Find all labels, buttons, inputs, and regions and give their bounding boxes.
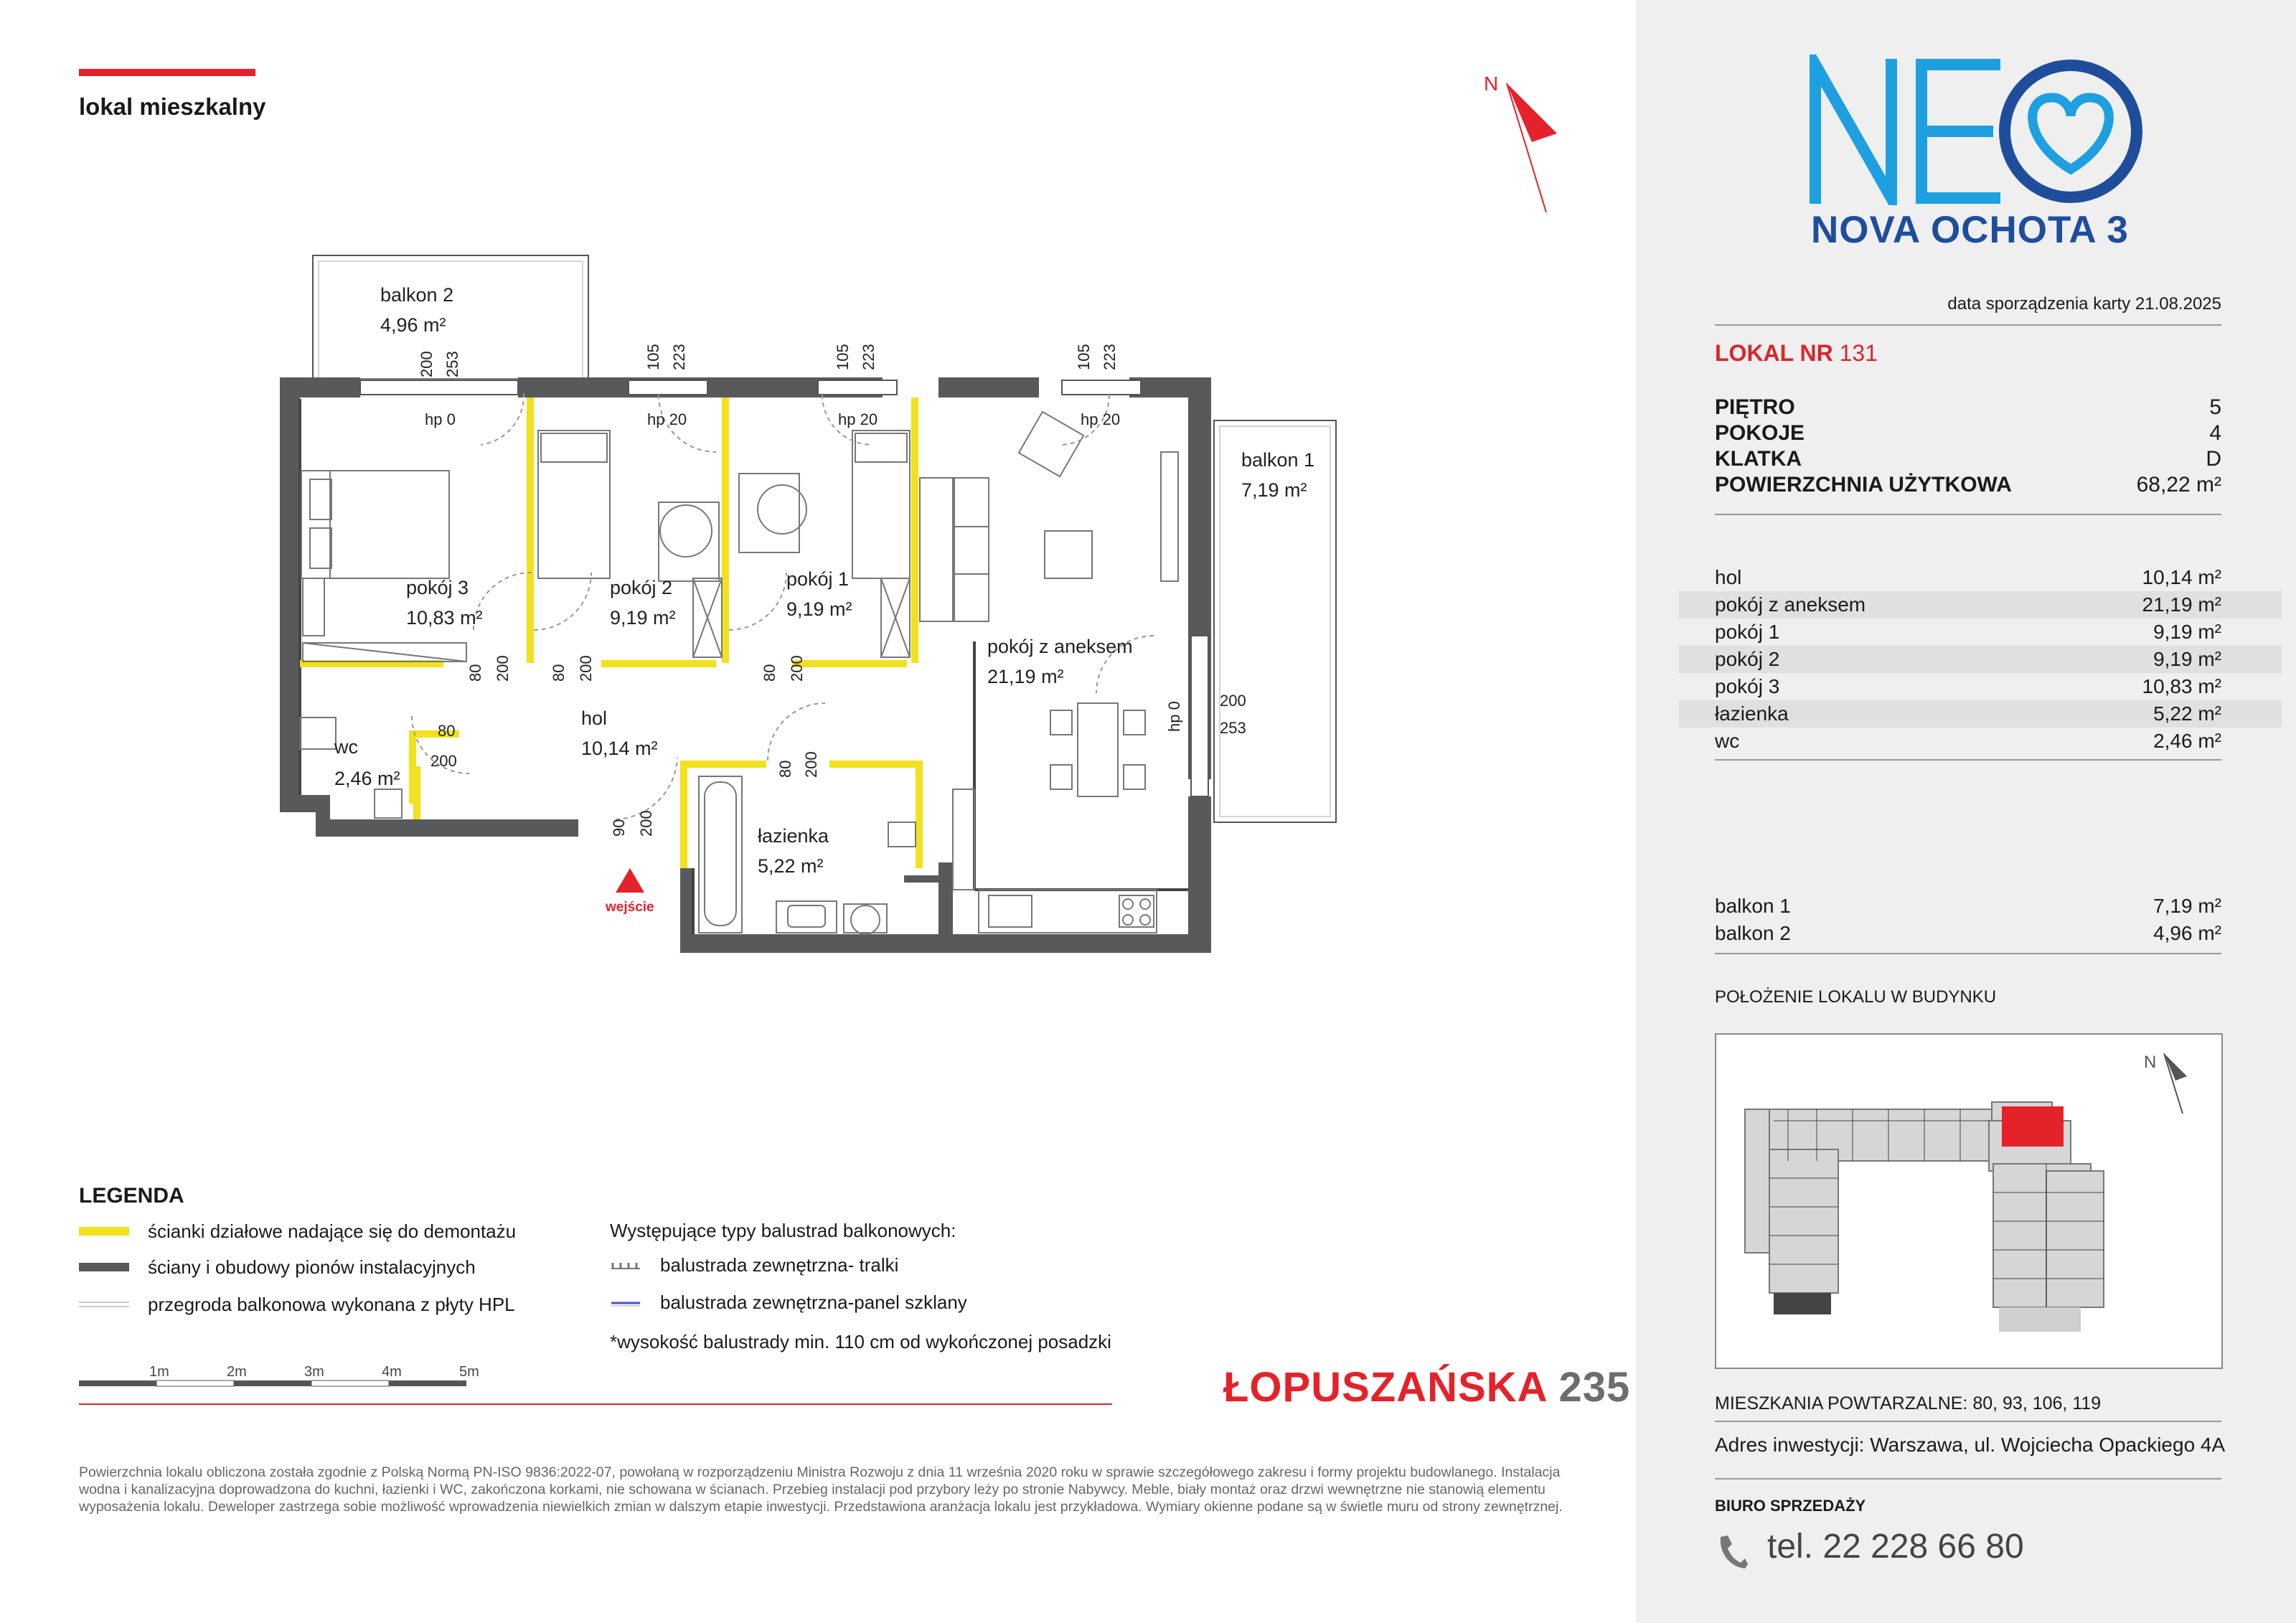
svg-text:80: 80 bbox=[550, 664, 568, 682]
mini-north-arrow-icon bbox=[2144, 1053, 2187, 1114]
svg-text:253: 253 bbox=[443, 351, 461, 377]
balustrade-item: balustrada zewnętrzna-panel szklany bbox=[610, 1292, 967, 1314]
gray-swatch-icon bbox=[79, 1263, 129, 1271]
street-name: ŁOPUSZAŃSKA bbox=[1223, 1364, 1547, 1411]
brand-subtitle: NOVA OCHOTA 3 bbox=[1811, 209, 2129, 251]
window-dimensions bbox=[418, 344, 1246, 737]
room-area: 2,46 m² bbox=[334, 768, 400, 789]
area-row: hol 10,14 m² bbox=[1715, 566, 2221, 588]
north-label: N bbox=[1484, 72, 1499, 95]
scale-tick: 1m bbox=[149, 1364, 169, 1380]
svg-text:hp 20: hp 20 bbox=[1081, 410, 1121, 428]
room-area: 5,22 m² bbox=[758, 855, 824, 877]
svg-text:200: 200 bbox=[418, 351, 436, 377]
street-number: 235 bbox=[1558, 1364, 1631, 1411]
building-location-map bbox=[1715, 1033, 2223, 1369]
north-arrow-icon bbox=[1464, 62, 1578, 220]
info-row: PIĘTRO 5 bbox=[1715, 395, 2221, 419]
room-area: 9,19 m² bbox=[786, 598, 852, 620]
room-area: 10,14 m² bbox=[581, 738, 658, 759]
phone-number[interactable]: tel. 22 228 66 80 bbox=[1767, 1528, 2024, 1566]
scale-bar bbox=[79, 1363, 495, 1392]
svg-text:80: 80 bbox=[466, 664, 484, 682]
svg-text:200: 200 bbox=[430, 752, 457, 770]
svg-text:200: 200 bbox=[494, 655, 512, 682]
svg-text:hp 0: hp 0 bbox=[425, 410, 456, 428]
glass-panel-icon bbox=[610, 1297, 641, 1309]
svg-text:223: 223 bbox=[1101, 344, 1119, 370]
room-area: 7,19 m² bbox=[1241, 479, 1307, 501]
svg-text:hp 20: hp 20 bbox=[838, 410, 878, 428]
scale-tick: 4m bbox=[382, 1364, 402, 1380]
area-row: pokój 2 9,19 m² bbox=[1715, 646, 2221, 673]
svg-text:80: 80 bbox=[776, 760, 794, 778]
balustrade-title: Występujące typy balustrad balkonowych: bbox=[610, 1220, 956, 1241]
balcony-row: balkon 2 4,96 m² bbox=[1715, 922, 2221, 944]
removable-partitions bbox=[300, 397, 923, 868]
info-row: KLATKA D bbox=[1715, 447, 2221, 471]
svg-text:223: 223 bbox=[860, 344, 878, 370]
legal-footnote: Powierzchnia lokalu obliczona została zgodnie z Polską Normą PN-ISO 9836:2022-07, powołaną w rozporządzeniu Ministra Rozwoju z dnia 11 września 2020 roku w sprawie szczegółowego zakresu i formy projektu budowlanego. Instalacja wodna i kanalizacyjna doprowadzona do kuchni, łazienki i WC, zakończona korkami, nie schowana w ścianach. Przebieg instalacji pod przybory leży po stronie Nabywcy. Meble, biały montaż oraz drzwi wewnętrzne nie stanowią elementu wyposażenia lokalu. Deweloper zastrzega sobie możliwość wprowadzenia niewielkich zmian w dalszym etapie inwestycji. Przedstawiona aranżacja lokalu jest przykładowa. Wymiary okienne podane są w świetle muru od strony zewnętrznej. bbox=[79, 1464, 1563, 1515]
sales-office-label: BIURO SPRZEDAŻY bbox=[1715, 1497, 1866, 1515]
divider bbox=[1715, 759, 2221, 761]
header-red-bar bbox=[79, 69, 255, 76]
room-area: 21,19 m² bbox=[987, 666, 1064, 687]
svg-text:223: 223 bbox=[670, 344, 688, 370]
svg-text:200: 200 bbox=[577, 655, 595, 682]
heart-icon bbox=[2033, 98, 2109, 169]
info-row: POWIERZCHNIA UŻYTKOWA 68,22 m² bbox=[1715, 473, 2221, 497]
scale-tick: 5m bbox=[459, 1364, 479, 1380]
svg-text:200: 200 bbox=[1220, 692, 1246, 710]
room-name: pokój 2 bbox=[610, 577, 673, 598]
legend-item: ściany i obudowy pionów instalacyjnych bbox=[79, 1254, 476, 1280]
area-row: łazienka 5,22 m² bbox=[1715, 700, 2221, 728]
area-row: pokój 1 9,19 m² bbox=[1715, 621, 2221, 643]
repeat-units: MIESZKANIA POWTARZALNE: 80, 93, 106, 119 bbox=[1715, 1393, 2102, 1413]
room-area: 4,96 m² bbox=[380, 314, 446, 336]
phone-icon bbox=[1715, 1533, 1749, 1570]
area-row: wc 2,46 m² bbox=[1715, 730, 2221, 752]
svg-text:80: 80 bbox=[438, 722, 456, 740]
svg-text:200: 200 bbox=[802, 751, 820, 778]
room-name: balkon 2 bbox=[380, 284, 454, 306]
yellow-swatch-icon bbox=[79, 1227, 129, 1236]
location-title: POŁOŻENIE LOKALU W BUDYNKU bbox=[1715, 987, 1997, 1007]
room-name: balkon 1 bbox=[1241, 449, 1315, 471]
room-name: hol bbox=[581, 707, 608, 729]
balusters-icon bbox=[610, 1260, 641, 1271]
legend-item: przegroda balkonowa wykonana z płyty HPL bbox=[79, 1292, 515, 1317]
building-plan bbox=[1716, 1035, 2221, 1368]
mini-north-label: N bbox=[2144, 1053, 2157, 1072]
neo-logo bbox=[1808, 55, 2152, 205]
street-address bbox=[1223, 1363, 1630, 1411]
entrance-label: wejście bbox=[606, 900, 654, 915]
svg-text:80: 80 bbox=[761, 664, 778, 682]
divider bbox=[1715, 1421, 2221, 1422]
room-area: 9,19 m² bbox=[610, 607, 676, 629]
legend-title: LEGENDA bbox=[79, 1184, 184, 1208]
divider bbox=[1715, 953, 2221, 954]
balcony-row: balkon 1 7,19 m² bbox=[1715, 895, 2221, 917]
balustrade-note: *wysokość balustrady min. 110 cm od wykończonej posadzki bbox=[610, 1331, 1111, 1352]
svg-text:105: 105 bbox=[644, 344, 662, 370]
room-name: wc bbox=[334, 736, 358, 758]
unit-highlight bbox=[2002, 1106, 2064, 1147]
area-row: pokój 3 10,83 m² bbox=[1715, 675, 2221, 697]
document-type: lokal mieszkalny bbox=[79, 93, 266, 120]
svg-text:200: 200 bbox=[788, 655, 806, 682]
footer-red-line bbox=[79, 1403, 1112, 1405]
area-row: pokój z aneksem 21,19 m² bbox=[1715, 591, 2221, 618]
room-area: 10,83 m² bbox=[406, 607, 483, 629]
divider bbox=[1715, 514, 2221, 515]
lokal-number: LOKAL NR 131 bbox=[1715, 340, 1878, 366]
room-name: pokój 3 bbox=[406, 577, 469, 598]
investment-address: Adres inwestycji: Warszawa, ul. Wojciecha Opackiego 4A bbox=[1715, 1434, 2226, 1456]
svg-text:105: 105 bbox=[834, 344, 852, 370]
card-date: data sporządzenia karty 21.08.2025 bbox=[1947, 294, 2221, 314]
svg-text:200: 200 bbox=[637, 810, 655, 837]
svg-text:105: 105 bbox=[1075, 344, 1093, 370]
entrance-arrow-icon bbox=[616, 868, 644, 893]
divider bbox=[1715, 1478, 2221, 1479]
balustrade-item: balustrada zewnętrzna- tralki bbox=[610, 1254, 898, 1276]
svg-text:hp 20: hp 20 bbox=[647, 410, 687, 428]
hpl-swatch-icon bbox=[79, 1302, 129, 1307]
svg-text:hp 0: hp 0 bbox=[1165, 701, 1183, 732]
divider bbox=[1715, 324, 2221, 326]
scale-tick: 3m bbox=[304, 1364, 324, 1380]
info-row: POKOJE 4 bbox=[1715, 421, 2221, 445]
svg-text:253: 253 bbox=[1220, 719, 1246, 737]
svg-text:90: 90 bbox=[610, 819, 628, 837]
door-swings bbox=[412, 393, 1154, 819]
legend-item: ścianki działowe nadające się do demontażu bbox=[79, 1218, 516, 1244]
scale-tick: 2m bbox=[227, 1364, 247, 1380]
room-name: pokój 1 bbox=[786, 568, 850, 590]
room-name: łazienka bbox=[758, 825, 829, 847]
floor-plan bbox=[265, 237, 1370, 969]
room-name: pokój z aneksem bbox=[987, 636, 1133, 657]
